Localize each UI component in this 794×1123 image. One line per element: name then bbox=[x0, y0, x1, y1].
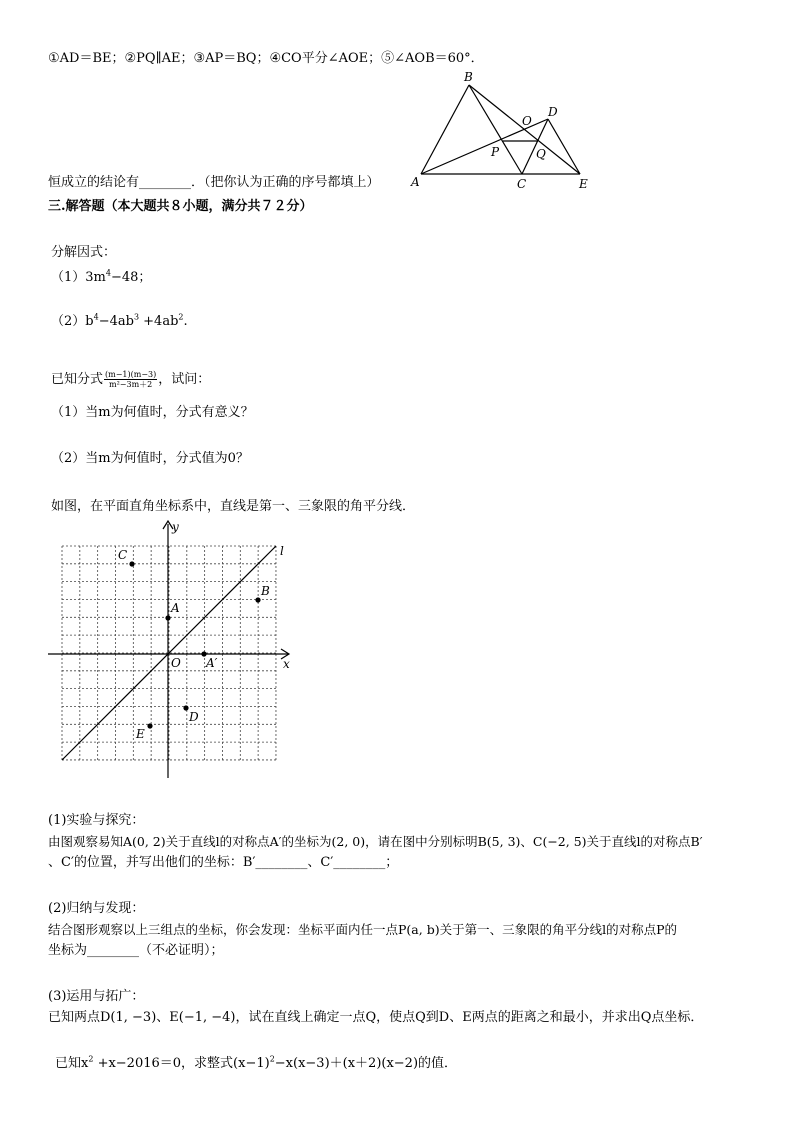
axis-label-y: y bbox=[172, 520, 179, 534]
fraction-expression: $\frac{(m-1)(m-3)}{\text{m²−3m＋2}}$ bbox=[105, 370, 157, 389]
factor-prompt: 分解因式： bbox=[51, 245, 117, 260]
part3-line1: 已知两点D(1, −3)、E(−1, −4)，试在直线上确定一点Q，使点Q到D、E两点的距离之和最小，并求出Q点坐标． bbox=[48, 1010, 704, 1025]
fraction-item-2: （2）当m为何值时，分式值为0？ bbox=[51, 451, 249, 466]
label-Q: Q bbox=[536, 147, 546, 161]
part2-line2: 坐标为________（不必证明）； bbox=[48, 943, 224, 958]
part1-title: (1)实验与探究： bbox=[48, 813, 145, 828]
axis-label-x: x bbox=[283, 657, 290, 671]
label-C: C bbox=[118, 548, 128, 562]
label-A: A bbox=[411, 175, 420, 189]
label-B: B bbox=[464, 70, 473, 84]
part2-line1: 结合图形观察以上三组点的坐标，你会发现：坐标平面内任一点P(a, b)关于第一、三象限的角平分线l的对称点P的 bbox=[48, 922, 677, 937]
part3-title: (3)运用与拓广： bbox=[48, 989, 145, 1004]
label-P: P bbox=[491, 145, 500, 159]
label-D: D bbox=[548, 105, 558, 119]
answer-blank-text: 恒成立的结论有________．（把你认为正确的序号都填上） bbox=[48, 175, 380, 190]
label-E: E bbox=[136, 727, 145, 741]
label-O: O bbox=[522, 114, 532, 128]
section-title: 三.解答题（本大题共８小题，满分共７２分） bbox=[48, 199, 313, 214]
line-label-l: l bbox=[280, 544, 284, 558]
label-E: E bbox=[579, 177, 588, 191]
factor-item-2: $(2)b^4-4ab^3 +4ab^2$. bbox=[51, 312, 188, 329]
part2-title: (2)归纳与发现： bbox=[48, 901, 145, 916]
point-E bbox=[147, 723, 152, 728]
fraction-item-1: （1）当m为何值时，分式有意义？ bbox=[51, 405, 254, 420]
point-B bbox=[255, 597, 260, 602]
label-D: D bbox=[189, 710, 199, 724]
last-question: 已知$x^2 +x-2016=0$，求整式$(x-1)^2-x(x-3)+(x+2)(x-2)$的值． bbox=[55, 1054, 458, 1071]
point-C bbox=[129, 561, 134, 566]
part1-line2: 、C′的位置，并写出他们的坐标：B′________、C′________； bbox=[48, 855, 399, 870]
point-A bbox=[165, 615, 170, 620]
coordinate-graph bbox=[44, 515, 304, 785]
point-D bbox=[183, 705, 188, 710]
options-text: ①AD＝BE；②PQ∥AE；③AP＝BQ；④CO平分∠AOE；⑤∠AOB＝60°． bbox=[48, 51, 484, 66]
factor-item-1: $(1)3m^4-48$； bbox=[51, 268, 152, 285]
label-C: C bbox=[517, 177, 527, 191]
label-A-prime: A′ bbox=[206, 656, 218, 670]
coord-intro: 如图，在平面直角坐标系中，直线是第一、三象限的角平分线． bbox=[51, 499, 416, 514]
fraction-intro: 已知分式 $\frac{(m-1)(m-3)}{\text{m²−3m＋2}}$ ，试问： bbox=[51, 370, 211, 389]
triangle-figure bbox=[408, 66, 598, 192]
label-O: O bbox=[171, 656, 181, 670]
label-B: B bbox=[261, 584, 270, 598]
label-A: A bbox=[171, 601, 180, 615]
part1-line1: 由图观察易知A(0, 2)关于直线l的对称点A′的坐标为(2, 0)，请在图中分别标明B(5, 3)、C(−2, 5)关于直线l的对称点B′ bbox=[48, 834, 703, 849]
